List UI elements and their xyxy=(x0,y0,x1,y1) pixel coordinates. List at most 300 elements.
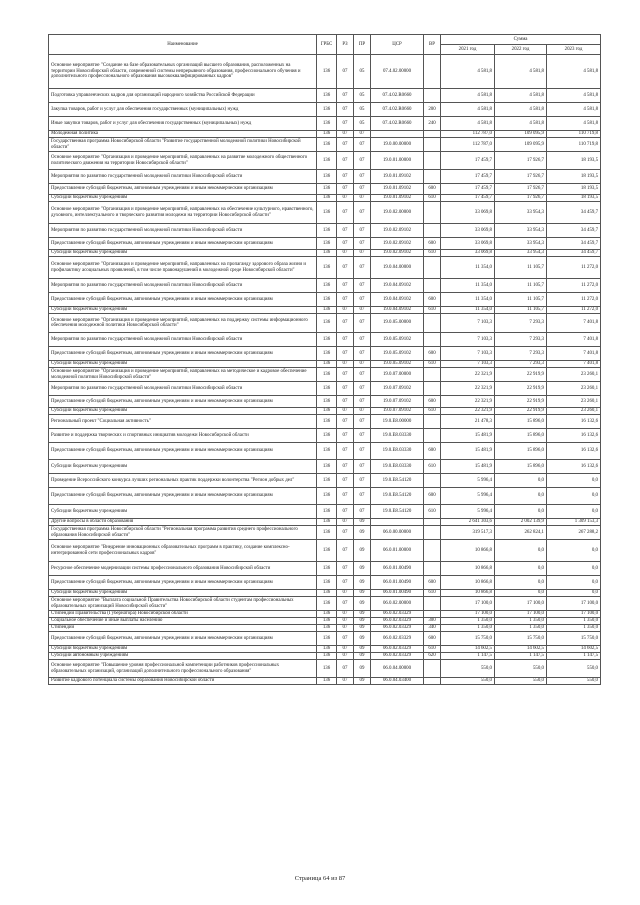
row-pr: 09 xyxy=(354,562,371,576)
row-sum-2023: 18 193,5 xyxy=(547,170,601,184)
row-sum-2021: 15 750,0 xyxy=(441,632,495,646)
table-row xyxy=(49,314,601,333)
row-vr xyxy=(424,152,441,170)
row-sum-2021: 22 321,9 xyxy=(441,396,495,408)
row-csr: 19.0.05.00000 xyxy=(371,314,424,333)
row-sum-2021: 319 517,3 xyxy=(441,526,495,540)
row-grbs: 136 xyxy=(317,382,337,396)
row-vr: 600 xyxy=(424,238,441,250)
header-grbs: ГРБС xyxy=(317,35,337,55)
row-sum-2021: 17 100,0 xyxy=(441,611,495,618)
row-vr: 610 xyxy=(424,460,441,474)
table-row xyxy=(49,361,601,368)
row-name: Региональный проект "Социальная активность" xyxy=(49,415,317,429)
row-csr: 19.0.E8.54120 xyxy=(371,488,424,505)
row-csr: 19.0.05.09102 xyxy=(371,347,424,361)
row-sum-2021: 7 103,3 xyxy=(441,314,495,333)
row-sum-2022: 0,0 xyxy=(495,488,547,505)
table-header xyxy=(49,35,601,55)
row-sum-2021: 22 321,9 xyxy=(441,408,495,415)
row-vr xyxy=(424,368,441,382)
row-name: Мероприятия по развитию государственной молодежной политики Новосибирской области xyxy=(49,333,317,347)
header-pr: ПР xyxy=(354,35,371,55)
row-sum-2023: 16 132,6 xyxy=(547,429,601,443)
row-name: Субсидии автономным учреждениям xyxy=(49,653,317,660)
row-rz: 07 xyxy=(337,562,354,576)
row-grbs: 136 xyxy=(317,152,337,170)
row-name: Основное мероприятие "Внедрение инновационных образовательных программ в практику, создание комплексно-интегрированной сети профессиональных кадров" xyxy=(49,540,317,562)
row-name: Предоставление субсидий бюджетным, автономным учреждениям и иным некоммерческим организациям xyxy=(49,488,317,505)
row-name: Мероприятия по развитию государственной молодежной политики Новосибирской области xyxy=(49,382,317,396)
row-sum-2021: 550,0 xyxy=(441,660,495,678)
row-name: Предоставление субсидий бюджетным, автономным учреждениям и иным некоммерческим организациям xyxy=(49,347,317,361)
row-grbs: 136 xyxy=(317,347,337,361)
row-sum-2023: 7 401,8 xyxy=(547,347,601,361)
row-vr: 600 xyxy=(424,396,441,408)
row-sum-2021: 22 321,9 xyxy=(441,382,495,396)
table-row xyxy=(49,590,601,597)
row-sum-2021: 1 147,5 xyxy=(441,653,495,660)
row-sum-2023: 16 132,6 xyxy=(547,443,601,460)
row-pr: 09 xyxy=(354,576,371,590)
row-sum-2023: 0,0 xyxy=(547,562,601,576)
row-csr: 06.0.04.03400 xyxy=(371,678,424,685)
row-rz: 07 xyxy=(337,625,354,632)
row-pr: 07 xyxy=(354,333,371,347)
row-pr: 07 xyxy=(354,396,371,408)
row-sum-2023: 14 602,5 xyxy=(547,646,601,653)
row-csr: 19.0.01.09102 xyxy=(371,170,424,184)
row-grbs: 136 xyxy=(317,460,337,474)
row-rz: 07 xyxy=(337,152,354,170)
row-sum-2021: 7 103,3 xyxy=(441,333,495,347)
row-sum-2021: 4 581,8 xyxy=(441,55,495,89)
row-csr: 19.0.01.09102 xyxy=(371,195,424,202)
row-rz: 07 xyxy=(337,117,354,131)
row-rz: 07 xyxy=(337,55,354,89)
row-vr xyxy=(424,660,441,678)
row-sum-2023: 23 260,1 xyxy=(547,408,601,415)
row-sum-2022: 4 581,8 xyxy=(495,55,547,89)
row-rz: 07 xyxy=(337,131,354,138)
table-row xyxy=(49,307,601,314)
row-grbs: 136 xyxy=(317,408,337,415)
row-name: Мероприятия по развитию государственной молодежной политики Новосибирской области xyxy=(49,279,317,293)
row-grbs: 136 xyxy=(317,396,337,408)
row-csr: 19.0.04.09102 xyxy=(371,279,424,293)
row-sum-2023: 550,0 xyxy=(547,660,601,678)
row-sum-2023: 18 193,5 xyxy=(547,195,601,202)
row-sum-2023: 34 459,7 xyxy=(547,250,601,257)
row-grbs: 136 xyxy=(317,184,337,195)
row-pr: 05 xyxy=(354,55,371,89)
row-grbs: 136 xyxy=(317,202,337,224)
row-csr: 06.0.04.00000 xyxy=(371,660,424,678)
row-sum-2022: 7 293,3 xyxy=(495,347,547,361)
row-rz: 07 xyxy=(337,195,354,202)
row-sum-2023: 7 401,8 xyxy=(547,333,601,347)
row-vr xyxy=(424,170,441,184)
row-sum-2023: 0,0 xyxy=(547,505,601,519)
table-row xyxy=(49,202,601,224)
row-sum-2022: 262 824,1 xyxy=(495,526,547,540)
row-sum-2023: 110 719,8 xyxy=(547,138,601,152)
row-csr: 06.0.02.00000 xyxy=(371,597,424,611)
row-sum-2023: 0,0 xyxy=(547,474,601,488)
row-grbs: 136 xyxy=(317,224,337,238)
row-pr: 07 xyxy=(354,138,371,152)
row-name: Субсидии бюджетным учреждениям xyxy=(49,195,317,202)
row-sum-2021: 10 866,8 xyxy=(441,576,495,590)
row-csr: 06.0.02.03329 xyxy=(371,653,424,660)
row-name: Субсидии бюджетным учреждениям xyxy=(49,361,317,368)
row-name: Предоставление субсидий бюджетным, автономным учреждениям и иным некоммерческим организациям xyxy=(49,396,317,408)
row-csr: 19.0.05.09102 xyxy=(371,333,424,347)
row-vr: 610 xyxy=(424,307,441,314)
row-sum-2022: 17 100,0 xyxy=(495,597,547,611)
row-sum-2022: 11 105,7 xyxy=(495,293,547,307)
row-pr: 07 xyxy=(354,361,371,368)
row-sum-2022: 15 896,0 xyxy=(495,429,547,443)
table-row xyxy=(49,460,601,474)
row-vr xyxy=(424,540,441,562)
row-sum-2021: 17 459,7 xyxy=(441,195,495,202)
row-grbs: 136 xyxy=(317,314,337,333)
row-sum-2022: 17 926,7 xyxy=(495,184,547,195)
row-sum-2022: 1 350,0 xyxy=(495,618,547,625)
table-row xyxy=(49,396,601,408)
table-row xyxy=(49,117,601,131)
header-year-2023: 2023 год xyxy=(547,45,601,55)
row-sum-2022: 550,0 xyxy=(495,660,547,678)
row-vr: 600 xyxy=(424,184,441,195)
row-rz: 07 xyxy=(337,361,354,368)
table-body xyxy=(49,55,601,685)
row-vr: 610 xyxy=(424,408,441,415)
table-row xyxy=(49,540,601,562)
row-vr: 300 xyxy=(424,618,441,625)
row-pr: 09 xyxy=(354,653,371,660)
table-row xyxy=(49,625,601,632)
row-sum-2023: 110 719,8 xyxy=(547,131,601,138)
row-pr: 09 xyxy=(354,597,371,611)
table-row xyxy=(49,429,601,443)
row-grbs: 136 xyxy=(317,131,337,138)
row-name: Проведение Всероссийского конкурса лучших региональных практик поддержки волонтерства "Регион добрых дел" xyxy=(49,474,317,488)
row-grbs: 136 xyxy=(317,474,337,488)
row-grbs: 136 xyxy=(317,195,337,202)
row-sum-2022: 33 954,3 xyxy=(495,224,547,238)
row-csr: 07.4.02.00000 xyxy=(371,55,424,89)
row-grbs: 136 xyxy=(317,540,337,562)
row-sum-2022: 17 926,7 xyxy=(495,195,547,202)
row-sum-2023: 267 288,2 xyxy=(547,526,601,540)
table-row xyxy=(49,505,601,519)
row-csr: 19.0.00.00000 xyxy=(371,138,424,152)
row-name: Предоставление субсидий бюджетным, автономным учреждениям и иным некоммерческим организациям xyxy=(49,632,317,646)
row-rz: 07 xyxy=(337,618,354,625)
row-sum-2022: 15 896,0 xyxy=(495,415,547,429)
row-sum-2022: 7 293,3 xyxy=(495,361,547,368)
row-sum-2022: 1 350,0 xyxy=(495,625,547,632)
row-sum-2023: 16 132,6 xyxy=(547,460,601,474)
row-name: Предоставление субсидий бюджетным, автономным учреждениям и иным некоммерческим организациям xyxy=(49,576,317,590)
table-row xyxy=(49,293,601,307)
row-sum-2022: 22 919,9 xyxy=(495,396,547,408)
table-row xyxy=(49,257,601,279)
row-grbs: 136 xyxy=(317,279,337,293)
row-sum-2021: 1 350,0 xyxy=(441,618,495,625)
row-rz: 07 xyxy=(337,408,354,415)
row-sum-2023: 4 581,8 xyxy=(547,55,601,89)
row-name: Развитие и поддержка творческих и спортивных инициатив молодежи Новосибирской области xyxy=(49,429,317,443)
row-sum-2021: 5 996,4 xyxy=(441,474,495,488)
row-csr: 06.0.02.03329 xyxy=(371,646,424,653)
row-csr: 19.0.01.00000 xyxy=(371,152,424,170)
row-grbs: 136 xyxy=(317,646,337,653)
header-vr: ВР xyxy=(424,35,441,55)
row-pr: 07 xyxy=(354,307,371,314)
row-name: Субсидии бюджетным учреждениям xyxy=(49,590,317,597)
row-sum-2022: 7 293,3 xyxy=(495,333,547,347)
row-sum-2021: 33 069,8 xyxy=(441,202,495,224)
row-sum-2023: 0,0 xyxy=(547,590,601,597)
row-grbs: 136 xyxy=(317,678,337,685)
row-sum-2021: 22 321,9 xyxy=(441,368,495,382)
row-sum-2021: 550,0 xyxy=(441,678,495,685)
row-sum-2023: 11 272,0 xyxy=(547,279,601,293)
row-vr xyxy=(424,314,441,333)
row-sum-2022: 1 147,5 xyxy=(495,653,547,660)
row-sum-2022: 14 602,5 xyxy=(495,646,547,653)
row-sum-2022: 11 105,7 xyxy=(495,279,547,293)
row-name: Субсидии бюджетным учреждениям xyxy=(49,646,317,653)
table-row xyxy=(49,660,601,678)
table-row xyxy=(49,224,601,238)
row-csr: 06.0.02.03329 xyxy=(371,611,424,618)
row-sum-2021: 17 459,7 xyxy=(441,152,495,170)
row-csr: 19.0.07.09102 xyxy=(371,408,424,415)
row-sum-2022: 0,0 xyxy=(495,576,547,590)
row-rz: 07 xyxy=(337,184,354,195)
row-sum-2023: 1 350,0 xyxy=(547,625,601,632)
row-sum-2023: 11 272,0 xyxy=(547,293,601,307)
table-row xyxy=(49,152,601,170)
row-sum-2022: 11 105,7 xyxy=(495,257,547,279)
header-rz: РЗ xyxy=(337,35,354,55)
header-year-2022: 2022 год xyxy=(495,45,547,55)
table-row xyxy=(49,195,601,202)
row-sum-2022: 0,0 xyxy=(495,562,547,576)
header-sums: Сумма xyxy=(441,35,601,45)
row-grbs: 136 xyxy=(317,103,337,117)
table-row xyxy=(49,618,601,625)
row-pr: 09 xyxy=(354,632,371,646)
header-year-2021: 2021 год xyxy=(441,45,495,55)
row-sum-2023: 34 459,7 xyxy=(547,238,601,250)
row-pr: 07 xyxy=(354,257,371,279)
row-grbs: 136 xyxy=(317,597,337,611)
row-vr: 340 xyxy=(424,625,441,632)
row-rz: 07 xyxy=(337,505,354,519)
row-pr: 07 xyxy=(354,238,371,250)
row-sum-2022: 0,0 xyxy=(495,590,547,597)
row-csr: 19.0.E8.03330 xyxy=(371,460,424,474)
row-pr: 05 xyxy=(354,117,371,131)
row-pr: 07 xyxy=(354,460,371,474)
row-sum-2021: 15 481,9 xyxy=(441,443,495,460)
row-csr: 19.0.04.09102 xyxy=(371,307,424,314)
row-grbs: 136 xyxy=(317,89,337,103)
row-sum-2023: 17 100,0 xyxy=(547,611,601,618)
row-vr: 610 xyxy=(424,250,441,257)
row-sum-2023: 1 309 153,3 xyxy=(547,519,601,526)
row-rz: 07 xyxy=(337,382,354,396)
row-sum-2021: 17 100,0 xyxy=(441,597,495,611)
row-grbs: 136 xyxy=(317,293,337,307)
row-pr: 07 xyxy=(354,415,371,429)
row-rz: 07 xyxy=(337,368,354,382)
row-pr: 07 xyxy=(354,505,371,519)
row-grbs: 136 xyxy=(317,361,337,368)
row-grbs: 136 xyxy=(317,429,337,443)
row-rz: 07 xyxy=(337,238,354,250)
row-sum-2021: 1 350,0 xyxy=(441,625,495,632)
row-rz: 07 xyxy=(337,293,354,307)
row-grbs: 136 xyxy=(317,519,337,526)
row-sum-2021: 33 069,8 xyxy=(441,238,495,250)
table-row xyxy=(49,415,601,429)
row-grbs: 136 xyxy=(317,307,337,314)
row-grbs: 136 xyxy=(317,526,337,540)
row-pr: 07 xyxy=(354,224,371,238)
row-sum-2022: 15 896,0 xyxy=(495,460,547,474)
row-vr xyxy=(424,89,441,103)
row-sum-2022: 109 095,9 xyxy=(495,138,547,152)
row-sum-2023: 1 147,5 xyxy=(547,653,601,660)
row-sum-2021: 11 354,0 xyxy=(441,279,495,293)
row-csr: 19.0.E8.00000 xyxy=(371,415,424,429)
row-name: Стипендии Правительства (Губернатора) Новосибирской области xyxy=(49,611,317,618)
row-grbs: 136 xyxy=(317,443,337,460)
row-rz: 07 xyxy=(337,526,354,540)
row-pr: 09 xyxy=(354,618,371,625)
row-name: Ресурсное обеспечение модернизации системы профессионального образования Новосибирской области xyxy=(49,562,317,576)
row-name: Мероприятия по развитию государственной молодежной политики Новосибирской области xyxy=(49,224,317,238)
row-sum-2023: 4 581,8 xyxy=(547,117,601,131)
row-name: Другие вопросы в области образования xyxy=(49,519,317,526)
row-pr: 09 xyxy=(354,646,371,653)
table-row xyxy=(49,488,601,505)
row-vr xyxy=(424,597,441,611)
row-rz: 07 xyxy=(337,576,354,590)
row-sum-2022: 17 926,7 xyxy=(495,170,547,184)
row-sum-2021: 7 103,3 xyxy=(441,347,495,361)
row-sum-2021: 112 787,0 xyxy=(441,131,495,138)
row-pr: 09 xyxy=(354,540,371,562)
table-row xyxy=(49,170,601,184)
row-sum-2021: 10 866,8 xyxy=(441,562,495,576)
row-sum-2021: 33 069,8 xyxy=(441,224,495,238)
row-grbs: 136 xyxy=(317,625,337,632)
row-pr: 07 xyxy=(354,408,371,415)
row-rz: 07 xyxy=(337,611,354,618)
table-row xyxy=(49,382,601,396)
row-csr: 06.0.02.03329 xyxy=(371,632,424,646)
row-csr: 19.0.05.09102 xyxy=(371,361,424,368)
row-grbs: 136 xyxy=(317,660,337,678)
row-csr: 19.0.02.00000 xyxy=(371,202,424,224)
table-row xyxy=(49,138,601,152)
row-sum-2021: 7 103,3 xyxy=(441,361,495,368)
row-rz: 07 xyxy=(337,678,354,685)
table-row xyxy=(49,238,601,250)
row-sum-2021: 11 354,0 xyxy=(441,257,495,279)
row-name: Предоставление субсидий бюджетным, автономным учреждениям и иным некоммерческим организациям xyxy=(49,238,317,250)
row-sum-2023: 23 260,1 xyxy=(547,382,601,396)
row-sum-2021: 4 581,8 xyxy=(441,89,495,103)
row-vr xyxy=(424,333,441,347)
row-sum-2021: 15 481,9 xyxy=(441,460,495,474)
row-pr: 09 xyxy=(354,590,371,597)
row-csr: 19.0.02.09102 xyxy=(371,250,424,257)
row-rz: 07 xyxy=(337,103,354,117)
row-vr: 610 xyxy=(424,505,441,519)
row-sum-2022: 33 954,3 xyxy=(495,202,547,224)
row-name: Закупка товаров, работ и услуг для обеспечения государственных (муниципальных) нужд xyxy=(49,103,317,117)
table-row xyxy=(49,576,601,590)
row-sum-2021: 5 996,4 xyxy=(441,488,495,505)
row-vr xyxy=(424,678,441,685)
row-sum-2023: 11 272,0 xyxy=(547,257,601,279)
row-sum-2021: 11 354,0 xyxy=(441,293,495,307)
row-pr: 07 xyxy=(354,474,371,488)
row-pr: 07 xyxy=(354,293,371,307)
row-sum-2022: 550,0 xyxy=(495,678,547,685)
row-csr: 06.0.02.03329 xyxy=(371,625,424,632)
row-rz: 07 xyxy=(337,314,354,333)
row-sum-2023: 0,0 xyxy=(547,488,601,505)
row-csr: 19.0.02.09102 xyxy=(371,224,424,238)
row-vr: 610 xyxy=(424,590,441,597)
row-name: Подготовка управленческих кадров для организаций народного хозяйства Российской Федерации xyxy=(49,89,317,103)
table-row xyxy=(49,279,601,293)
row-rz: 07 xyxy=(337,250,354,257)
row-grbs: 136 xyxy=(317,505,337,519)
row-name: Основное мероприятие "Организация и проведение мероприятий, направленных на обеспечение культурного, нравственного, духовного, интеллектуального и творческого развития молодежи на территории Новосибирской области" xyxy=(49,202,317,224)
row-sum-2021: 10 866,8 xyxy=(441,590,495,597)
row-sum-2021: 14 602,5 xyxy=(441,646,495,653)
row-grbs: 136 xyxy=(317,632,337,646)
row-name: Субсидии бюджетным учреждениям xyxy=(49,307,317,314)
row-sum-2023: 550,0 xyxy=(547,678,601,685)
row-vr xyxy=(424,611,441,618)
row-pr: 07 xyxy=(354,170,371,184)
row-rz: 07 xyxy=(337,590,354,597)
row-grbs: 136 xyxy=(317,562,337,576)
row-vr: 610 xyxy=(424,361,441,368)
row-rz: 07 xyxy=(337,170,354,184)
row-name: Основное мероприятие "Организация и проведение мероприятий, направленных на поддержку системы информационного обеспечения молодежной политики Новосибирской области" xyxy=(49,314,317,333)
row-grbs: 136 xyxy=(317,618,337,625)
row-sum-2022: 17 926,7 xyxy=(495,152,547,170)
row-sum-2021: 33 069,8 xyxy=(441,250,495,257)
row-sum-2023: 16 132,6 xyxy=(547,415,601,429)
row-pr: 07 xyxy=(354,152,371,170)
row-pr: 09 xyxy=(354,678,371,685)
row-sum-2021: 4 581,8 xyxy=(441,103,495,117)
table-row xyxy=(49,519,601,526)
